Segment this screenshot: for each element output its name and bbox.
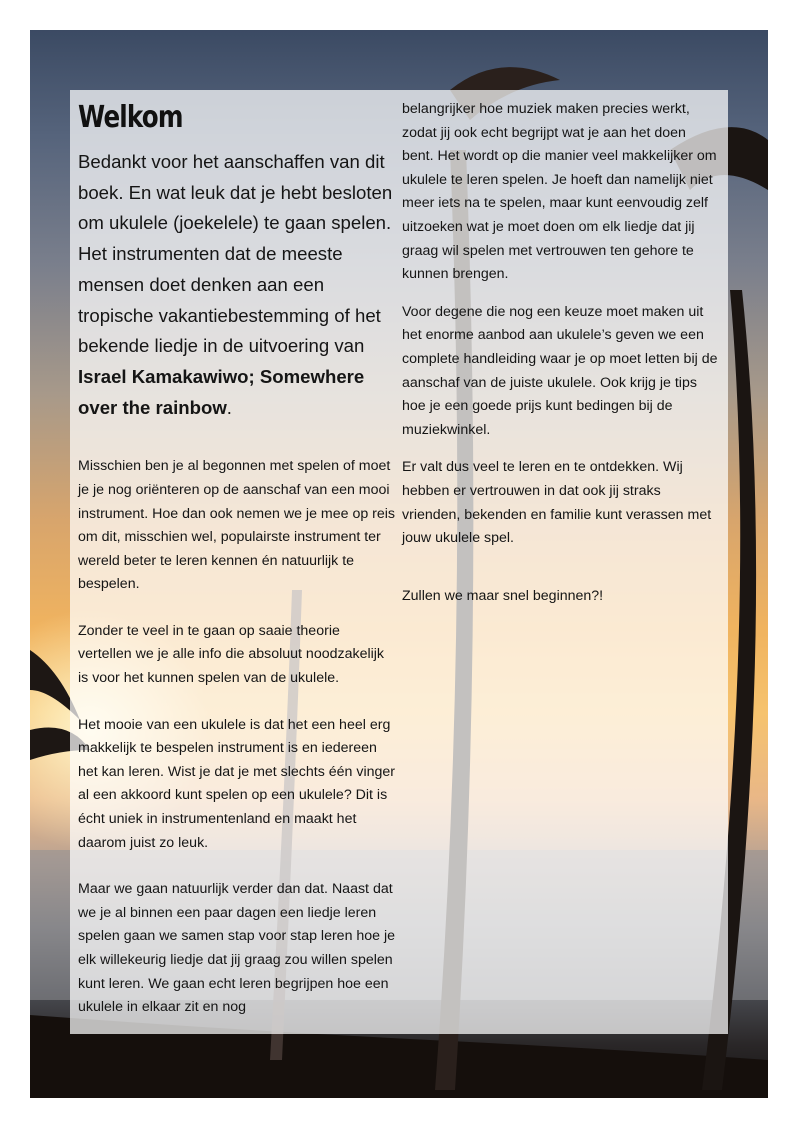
intro-paragraph: Bedankt voor het aanschaffen van dit boek. En wat leuk dat je hebt besloten om ukulele (joekelele) te gaan spelen. Het instrumenten dat de meeste mensen doet denken aan een tropische vakantiebestemming of het bekende liedje in de uitvoering van Israel Kamakawiwo; Somewhere over the rainbow. xyxy=(78,151,393,418)
left-column xyxy=(78,100,396,1043)
body-paragraph: belangrijker hoe muziek maken precies werkt, zodat jij ook echt begrijpt wat je aan het doen bent. Het wordt op die manier veel makkelijker om ukulele te leren spelen. Je hoeft dan namelijk niet meer iets na te spelen, maar kunt eenvoudig zelf uitzoeken wat je moet doen om elk liedje dat jij graag wil spelen met vertrouwen ten gehore te kunnen brengen. xyxy=(402,101,717,283)
body-paragraph: Voor degene die nog een keuze moet maken uit het enorme aanbod aan ukulele’s geven we een complete handleiding waar je op moet letten bij de aanschaf van de juiste ukulele. Ook krijg je tips hoe je een goede prijs kunt bedingen bij de muziekwinkel. xyxy=(402,303,718,438)
closing-line: Zullen we maar snel beginnen?! xyxy=(402,587,604,604)
body-paragraph: Maar we gaan natuurlijk verder dan dat. Naast dat we je al binnen een paar dagen een liedje leren spelen gaan we samen stap voor stap leren hoe je elk willekeurig liedje dat jij graag zou willen spelen kunt leren. We gaan echt leren begrijpen hoe een ukulele in elkaar zit en nog xyxy=(78,881,396,1016)
body-paragraph: Zonder te veel in te gaan op saaie theorie vertellen we je alle info die absoluut noodzakelijk is voor het kunnen spelen van de ukulele. xyxy=(78,622,385,687)
page-title: Welkom xyxy=(78,100,183,135)
body-paragraph: Het mooie van een ukulele is dat het een heel erg makkelijk te bespelen instrument is en iedereen het kan leren. Wist je dat je met slechts één vinger al een akkoord kunt spelen op een ukulele? Dit is écht uniek in instrumentenland en maakt het daarom juist zo leuk. xyxy=(78,716,396,851)
body-paragraph: Er valt dus veel te leren en te ontdekken. Wij hebben er vertrouwen in dat ook jij straks vrienden, bekenden en familie kunt verassen met jouw ukulele spel. xyxy=(402,459,712,547)
right-column xyxy=(402,98,720,622)
body-paragraph: Misschien ben je al begonnen met spelen of moet je je nog oriënteren op de aanschaf van een mooi instrument. Hoe dan ook nemen we je mee op reis om dit, misschien wel, populairste instrument ter wereld beter te leren kennen én natuurlijk te bespelen. xyxy=(78,458,396,593)
intro-highlight: Israel Kamakawiwo; Somewhere over the rainbow xyxy=(78,365,365,418)
